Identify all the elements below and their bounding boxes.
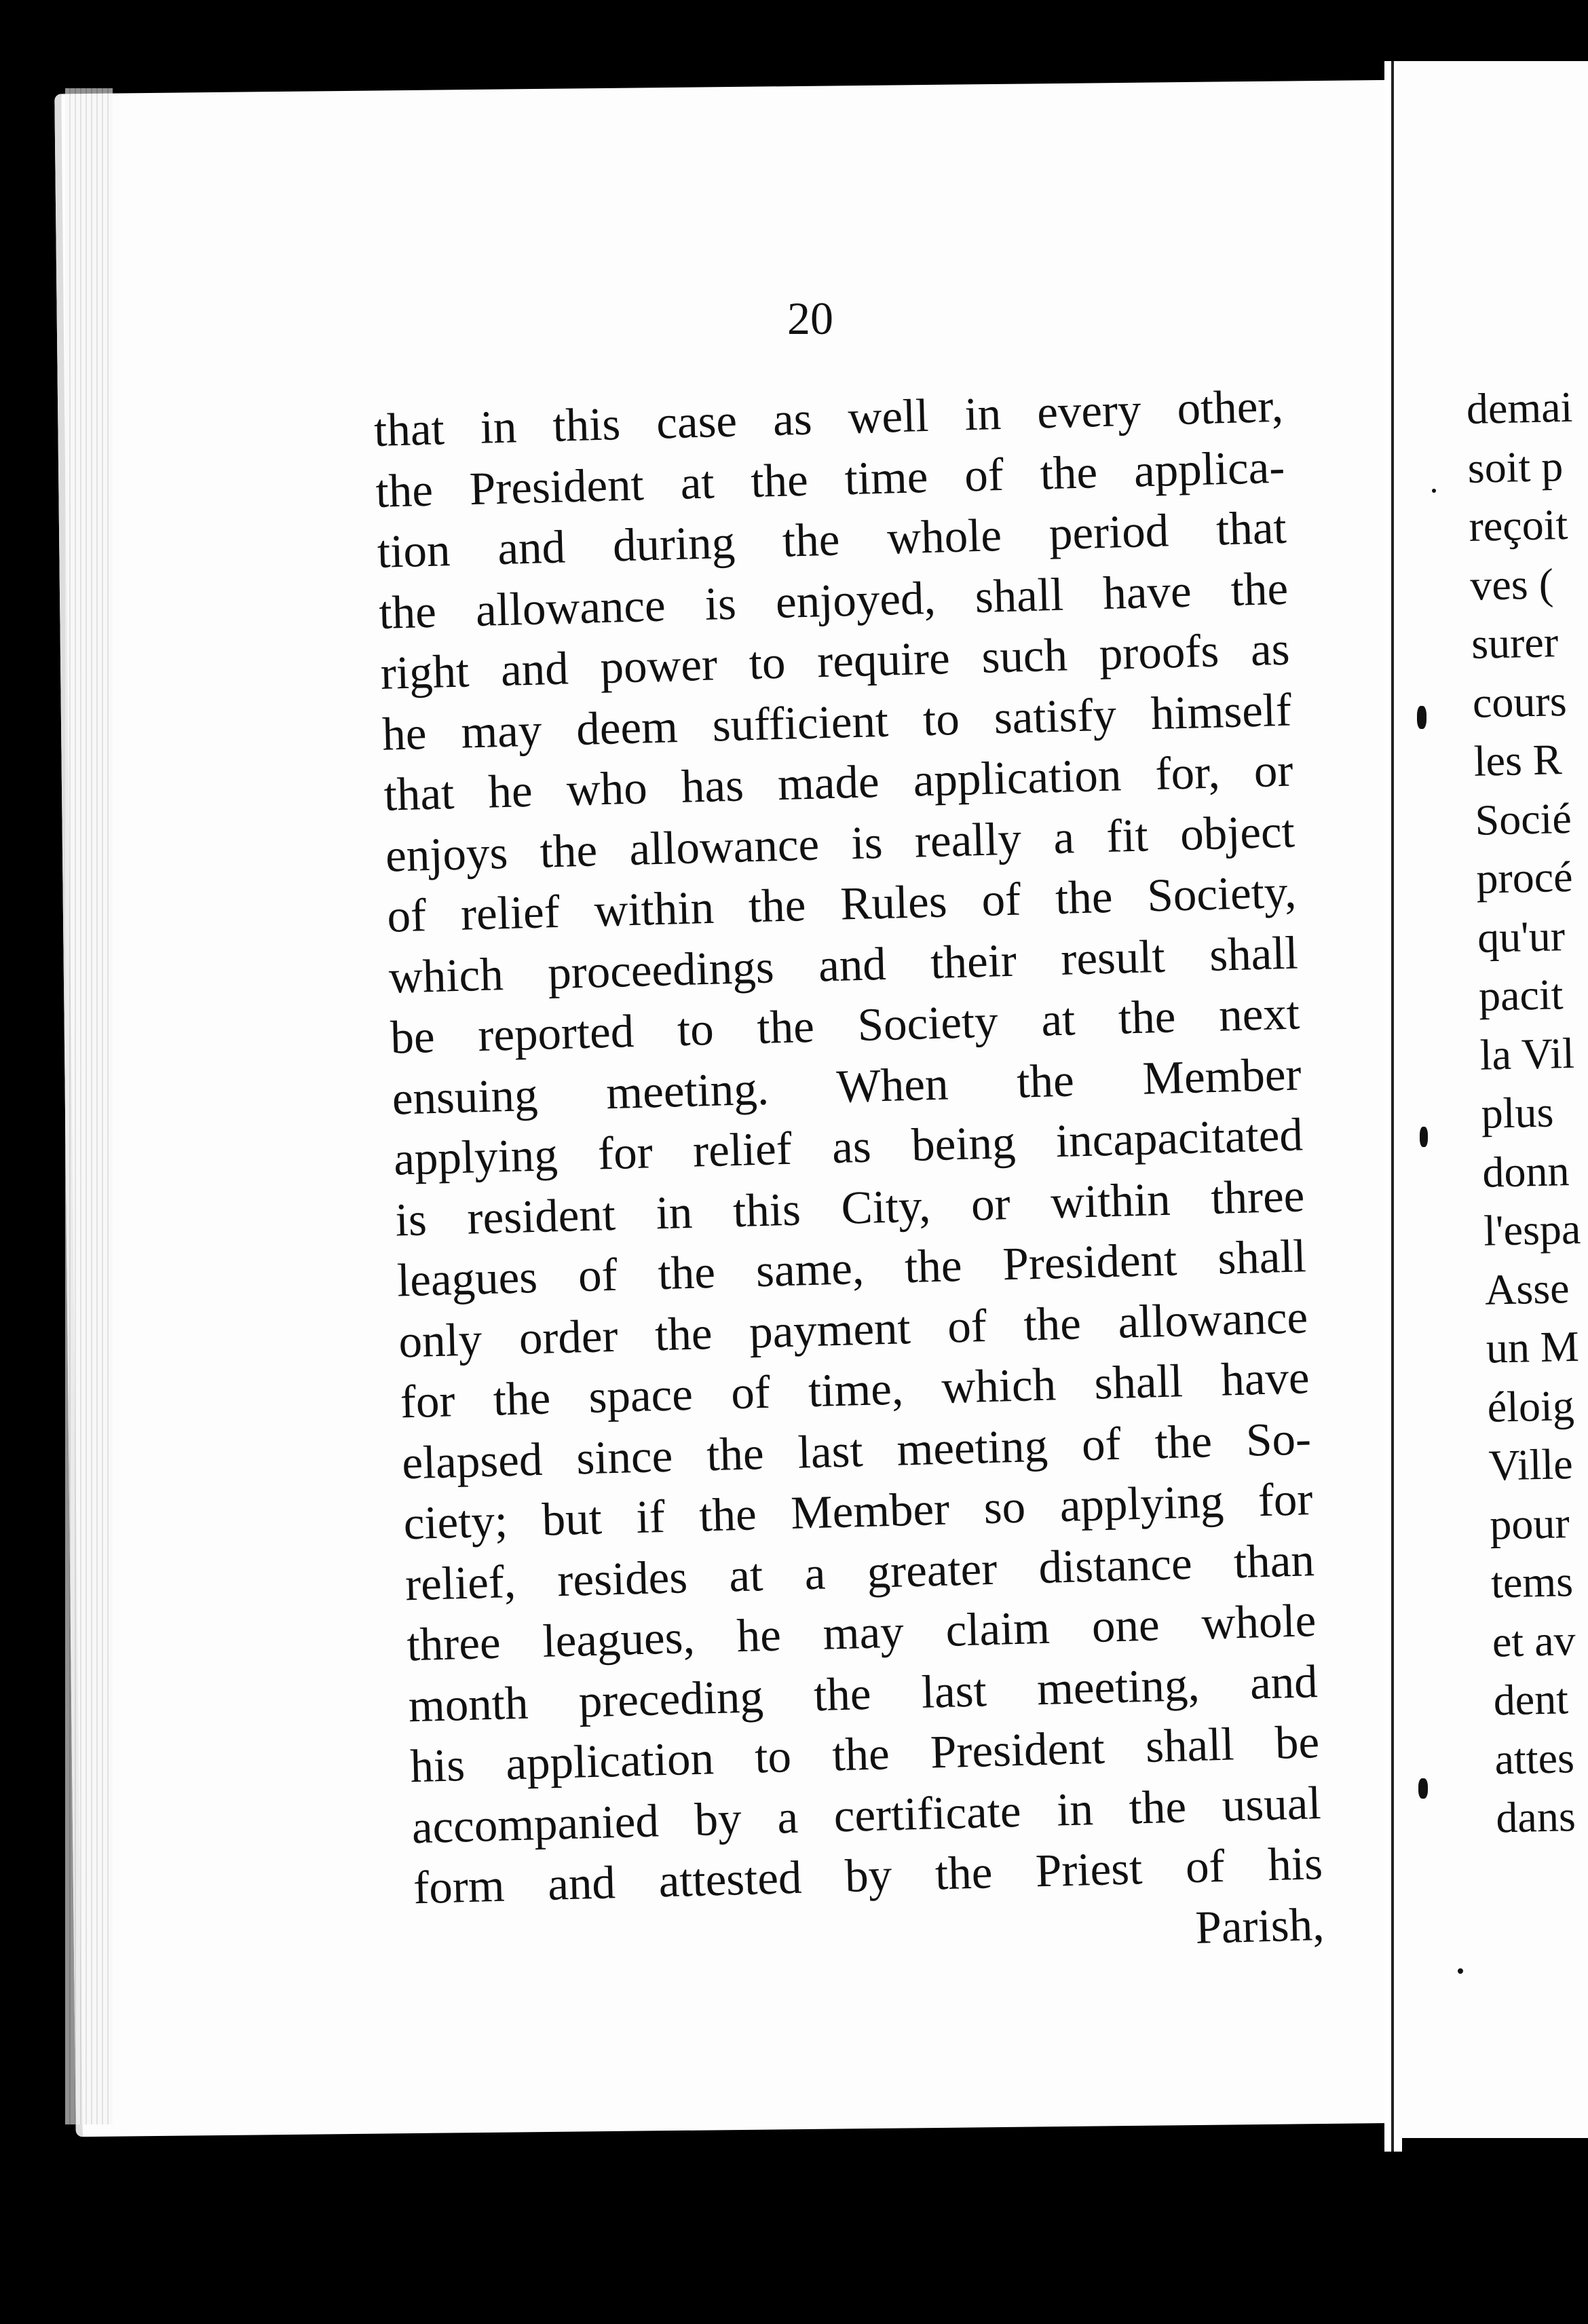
text-line: three leagues, he may claim one whole (406, 1594, 1317, 1671)
scan-speck (1418, 1778, 1428, 1799)
facing-line: l'espa (1483, 1204, 1581, 1255)
text-line: tion and during the whole period that (377, 501, 1287, 578)
text-line: only order the payment of the allowance (398, 1290, 1309, 1367)
facing-line: surer (1471, 618, 1559, 668)
text-line: ensuing meeting. When the Member (391, 1047, 1302, 1125)
facing-line: un M (1486, 1322, 1580, 1372)
facing-line: pacit (1478, 970, 1564, 1020)
facing-line: dans (1495, 1792, 1576, 1842)
facing-line: procé (1475, 852, 1574, 903)
text-line: the allowance is enjoyed, shall have the (378, 562, 1289, 639)
text-line: that in this case as well in every other, (373, 379, 1284, 456)
text-line: be reported to the Society at the next (390, 987, 1300, 1064)
text-line: elapsed since the last meeting of the So- (401, 1412, 1312, 1488)
text-line: leagues of the same, the President shall (396, 1230, 1307, 1307)
text-line: the President at the time of the applica- (375, 441, 1286, 517)
page-edges (65, 88, 113, 2124)
text-line: his application to the President shall be (409, 1716, 1320, 1793)
scan-speck (1420, 1127, 1428, 1147)
facing-line: ves ( (1469, 559, 1554, 610)
text-line: relief, resides at a greater distance than (404, 1533, 1315, 1610)
text-line: accompanied by a certificate in the usual (411, 1776, 1322, 1853)
facing-line: reçoit (1468, 500, 1568, 550)
facing-line: dent (1493, 1674, 1569, 1725)
facing-line: donn (1481, 1146, 1570, 1197)
scan-speck (1417, 706, 1426, 729)
facing-line: qu'ur (1477, 911, 1566, 962)
facing-line: éloig (1486, 1381, 1575, 1431)
text-line: which proceedings and their result shall (387, 926, 1299, 1003)
text-line: for the space of time, which shall have (399, 1351, 1310, 1428)
facing-line: plus (1480, 1087, 1555, 1138)
page-number: 20 (787, 293, 833, 344)
text-line: he may deem sufficient to satisfy himself (381, 683, 1292, 760)
facing-line: les R (1473, 735, 1563, 785)
scan-speck (1458, 1968, 1463, 1974)
facing-line: Asse (1484, 1263, 1570, 1314)
text-line: enjoys the allowance is really a fit object (385, 805, 1296, 882)
facing-line: la Vil (1479, 1028, 1575, 1079)
facing-line: cours (1472, 676, 1568, 727)
text-line: applying for relief as being incapacitated (393, 1108, 1304, 1185)
facing-line: tems (1490, 1557, 1574, 1607)
text-line: form and attested by the Priest of his (413, 1837, 1323, 1914)
facing-line: pour (1489, 1498, 1570, 1549)
text-line: of relief within the Rules of the Society, (386, 865, 1298, 942)
text-line: that he who has made application for, or (383, 744, 1294, 821)
facing-line: demai (1466, 382, 1573, 433)
catchword: Parish, (1194, 1898, 1325, 1953)
text-line: month preceding the last meeting, and (408, 1655, 1319, 1731)
facing-line: et av (1492, 1615, 1576, 1666)
facing-line: Ville (1488, 1440, 1574, 1490)
facing-line: Socié (1474, 793, 1572, 844)
scan-speck (1432, 489, 1436, 493)
facing-line: soit p (1467, 441, 1564, 492)
text-line: right and power to require such proofs as (379, 622, 1291, 699)
text-line: ciety; but if the Member so applying for (402, 1473, 1314, 1550)
body-text (373, 375, 1352, 1979)
text-line: is resident in this City, or within three (394, 1169, 1306, 1246)
facing-line: attes (1494, 1733, 1575, 1784)
